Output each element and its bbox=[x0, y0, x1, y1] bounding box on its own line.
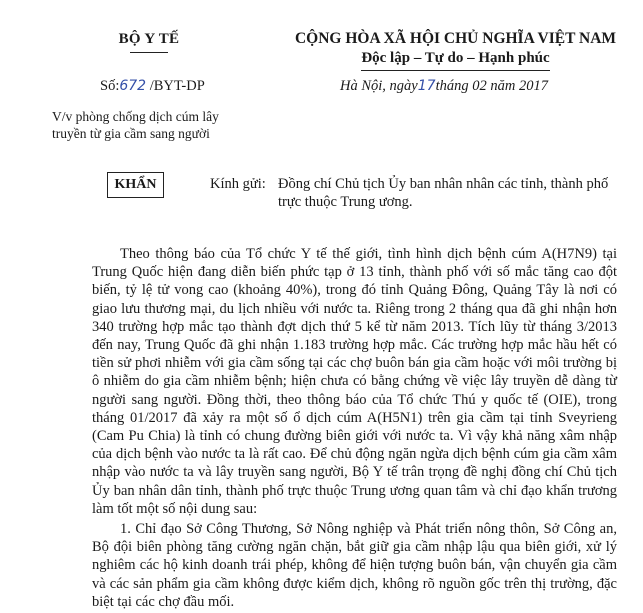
date-day-handwritten: 17 bbox=[417, 78, 436, 94]
document-number bbox=[100, 78, 205, 95]
recipient-block bbox=[210, 175, 630, 211]
issuer-header bbox=[44, 30, 254, 48]
national-motto: Độc lập – Tự do – Hạnh phúc bbox=[361, 50, 550, 66]
nation-title: CỘNG HÒA XÃ HỘI CHỦ NGHĨA VIỆT NAM bbox=[294, 30, 617, 47]
date-prefix: Hà Nội, ngày bbox=[340, 78, 418, 94]
date-suffix: tháng 02 năm 2017 bbox=[435, 78, 548, 94]
document-number-prefix: Số: bbox=[100, 78, 120, 94]
recipient-label: Kính gửi: bbox=[210, 176, 266, 192]
national-header bbox=[278, 30, 633, 67]
body-paragraph-2: 1. Chỉ đạo Sở Công Thương, Sở Nông nghiệp và Phát triển nông thôn, Sở Công an, Bộ đội biên phòng tăng cường ngăn chặn, bắt giữ gia cầm nhập lậu qua biên giới, xử lý nghiêm các hộ kinh doanh trái phép, không để hiện tượng buôn bán, vận chuyển gia cầm và các sản phẩm gia cầm không được kiểm dịch, không rõ nguồn gốc trên thị trường, đặc biệt tại các chợ đầu mối. bbox=[92, 521, 617, 610]
document-number-suffix: /BYT-DP bbox=[149, 78, 205, 94]
body-paragraph-1: Theo thông báo của Tổ chức Y tế thế giới, tình hình dịch bệnh cúm A(H7N9) tại Trung Quốc hiện đang diễn biến phức tạp ở 13 tỉnh, thành phố với số mắc tăng cao đột biến, tỷ lệ tử vong cao (khoảng 40%), trong đó tỉnh Quảng Đông, Quảng Tây là nơi có giao lưu thương mại, du lịch nhiều với nước ta. Riêng trong 2 tháng qua đã ghi nhận hơn 340 trường hợp mắc tạo thành đợt dịch thứ 5 kể từ năm 2013. Tích lũy từ tháng 3/2013 đến nay, Trung Quốc đã ghi nhận 1.183 trường hợp mắc. Các trường hợp mắc hầu hết có tiền sử phơi nhiễm với gia cầm sống tại các chợ buôn bán gia cầm hoặc với môi trường bị ô nhiễm do gia cầm nhiễm bệnh; hiện chưa có bằng chứng về việc lây truyền dễ dàng từ người sang người. Đồng thời, theo thông báo của Tổ chức Thú y quốc tế (OIE), trong tháng 01/2017 đã xảy ra một số ổ dịch cúm A(H5N1) trên gia cầm tại tỉnh Sveyrieng (Cam Pu Chia) là tỉnh có chung đường biên giới với nước ta. Vì vậy khả năng xâm nhập của dịch bệnh vào nước ta là rất cao. Để chủ động ngăn ngừa dịch bệnh cúm gia cầm xâm nhập vào nước ta và lây truyền sang người, Bộ Y tế trân trọng đề nghị đồng chí Chủ tịch Ủy ban nhân dân tỉnh, thành phố trực thuộc Trung ương quan tâm và chỉ đạo khẩn trương làm tốt một số nội dung sau: bbox=[92, 246, 617, 517]
recipient-line-1: Đồng chí Chủ tịch Ủy ban nhân nhân các tỉnh, thành phố bbox=[278, 176, 609, 192]
document-number-handwritten: 672 bbox=[119, 78, 147, 94]
document-body bbox=[92, 245, 617, 613]
subject-line-2: truyền từ gia cầm sang người bbox=[52, 126, 210, 141]
urgency-stamp: KHẨN bbox=[107, 172, 164, 198]
ministry-name: BỘ Y TẾ bbox=[118, 31, 180, 47]
subject bbox=[52, 108, 282, 142]
place-date bbox=[340, 78, 548, 95]
subject-line-1: V/v phòng chống dịch cúm lây bbox=[52, 109, 219, 124]
recipient-line-2: trực thuộc Trung ương. bbox=[278, 194, 413, 210]
